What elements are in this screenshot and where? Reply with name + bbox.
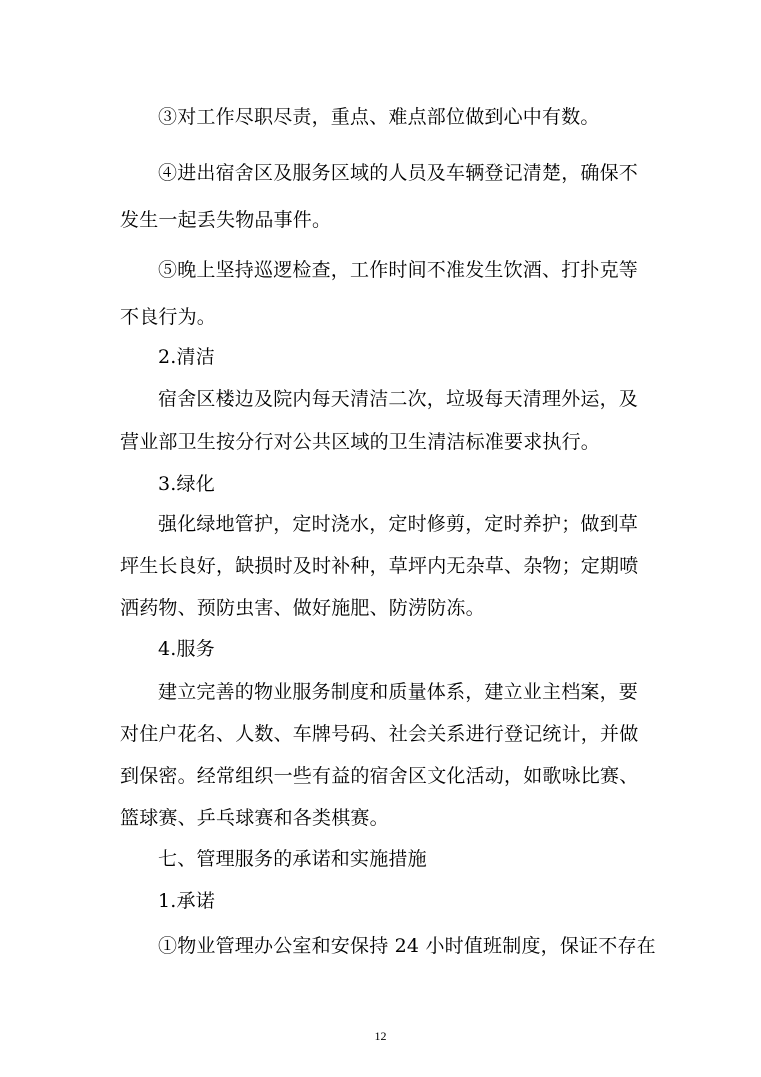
- paragraph-line: 坪生长良好，缺损时及时补种，草坪内无杂草、杂物；定期喷: [120, 555, 639, 577]
- section-heading: 七、管理服务的承诺和实施措施: [158, 848, 427, 870]
- paragraph-line: ④进出宿舍区及服务区域的人员及车辆登记清楚，确保不: [158, 162, 639, 184]
- paragraph-line: ⑤晚上坚持巡逻检查，工作时间不准发生饮酒、打扑克等: [158, 259, 639, 281]
- paragraph-line: 宿舍区楼边及院内每天清洁二次，垃圾每天清理外运，及: [158, 388, 639, 410]
- paragraph-line: 到保密。经常组织一些有益的宿舍区文化活动，如歌咏比赛、: [120, 765, 639, 787]
- section-heading: 2.清洁: [158, 346, 215, 368]
- paragraph-line: 营业部卫生按分行对公共区域的卫生清洁标准要求执行。: [120, 431, 601, 453]
- paragraph-line: 发生一起丢失物品事件。: [120, 209, 332, 231]
- paragraph-line: 对住户花名、人数、车牌号码、社会关系进行登记统计，并做: [120, 723, 639, 745]
- paragraph-line: 洒药物、预防虫害、做好施肥、防涝防冻。: [120, 597, 485, 619]
- page-number: 12: [374, 1029, 387, 1043]
- section-heading: 4.服务: [158, 638, 215, 660]
- paragraph-line: ①物业管理办公室和安保持 24 小时值班制度，保证不存在: [158, 935, 656, 957]
- paragraph-line: 不良行为。: [120, 306, 217, 328]
- section-heading: 3.绿化: [158, 473, 215, 495]
- paragraph-line: ③对工作尽职尽责，重点、难点部位做到心中有数。: [158, 106, 600, 128]
- paragraph-line: 篮球赛、乒乓球赛和各类棋赛。: [120, 807, 389, 829]
- paragraph-line: 强化绿地管护，定时浇水，定时修剪，定时养护；做到草: [158, 513, 639, 535]
- paragraph-line: 建立完善的物业服务制度和质量体系，建立业主档案，要: [158, 681, 639, 703]
- section-heading: 1.承诺: [158, 890, 215, 912]
